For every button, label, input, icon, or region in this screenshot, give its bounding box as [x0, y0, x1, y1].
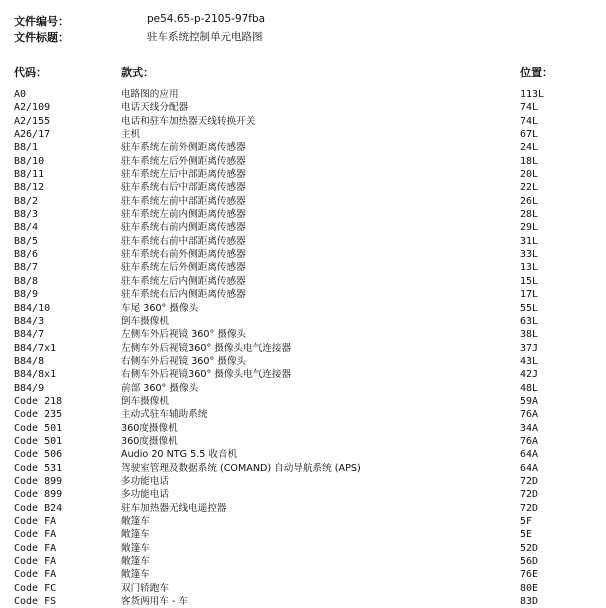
table-row [0, 355, 606, 368]
row-description: 驻车系统左前内侧距离传感器 [121, 209, 246, 221]
row-position: 63L [520, 315, 539, 327]
row-description: 电话天线分配器 [121, 102, 189, 114]
table-row [0, 88, 606, 101]
table-row [0, 275, 606, 288]
row-position: 48L [520, 382, 539, 394]
column-header-code: 代码： [14, 66, 47, 79]
table-row [0, 542, 606, 555]
row-code: Code FS [14, 596, 57, 608]
row-code: B8/6 [14, 249, 39, 261]
row-description: 360度摄像机 [121, 422, 178, 434]
row-code: B8/3 [14, 209, 39, 221]
row-description: 右侧车外后视镜 360° 摄像头 [121, 355, 247, 367]
row-position: 31L [520, 235, 539, 247]
row-code: A26/17 [14, 129, 51, 141]
table-row [0, 221, 606, 234]
row-description: 敞篷车 [121, 556, 150, 568]
row-code: B8/2 [14, 195, 39, 207]
row-code: Code 899 [14, 475, 63, 487]
row-description: 驻车系统右后中部距离传感器 [121, 182, 246, 194]
table-row [0, 195, 606, 208]
row-code: Code FC [14, 582, 57, 594]
row-description: 360度摄像机 [121, 435, 178, 447]
row-code: B84/8 [14, 355, 45, 367]
row-code: B84/9 [14, 382, 45, 394]
row-code: Code FA [14, 542, 57, 554]
table-row [0, 448, 606, 461]
row-position: 5F [520, 516, 533, 527]
column-header-desc: 款式： [121, 66, 154, 79]
row-position: 17L [520, 289, 539, 301]
table-row [0, 288, 606, 301]
table-row [0, 435, 606, 448]
row-position: 34A [520, 422, 539, 434]
row-position: 55L [520, 302, 539, 314]
doc-title-value: 驻车系统控制单元电路图 [147, 31, 263, 43]
row-position: 64A [520, 449, 539, 461]
row-code: Code 506 [14, 449, 63, 461]
table-row [0, 101, 606, 114]
row-code: Code B24 [14, 502, 63, 514]
row-code: Code 501 [14, 435, 63, 447]
row-description: 敞篷车 [121, 516, 150, 527]
table-row [0, 235, 606, 248]
row-position: 38L [520, 329, 539, 341]
row-position: 52D [520, 542, 539, 554]
row-description: 右侧车外后视镜360° 摄像头电气连接器 [121, 369, 292, 381]
row-code: Code FA [14, 556, 57, 568]
row-position: 83D [520, 596, 539, 608]
row-position: 76A [520, 409, 539, 421]
row-code: B84/7 [14, 329, 45, 341]
row-position: 33L [520, 249, 539, 261]
row-description: 驻车系统左后外侧距离传感器 [121, 262, 246, 274]
table-row [0, 141, 606, 154]
row-description: 倒车摄像机 [121, 315, 169, 327]
table-row [0, 315, 606, 328]
row-position: 13L [520, 262, 539, 274]
row-position: 24L [520, 142, 539, 154]
table-row [0, 582, 606, 595]
row-position: 72D [520, 475, 539, 487]
table-row [0, 488, 606, 501]
table-row [0, 502, 606, 515]
row-position: 67L [520, 129, 539, 141]
row-description: 倒车摄像机 [121, 395, 169, 407]
row-description: 前部 360° 摄像头 [121, 382, 199, 394]
row-position: 80E [520, 582, 539, 594]
row-description: 驻车系统左后外侧距离传感器 [121, 155, 246, 167]
row-position: 22L [520, 182, 539, 194]
row-description: 左侧车外后视镜 360° 摄像头 [121, 329, 247, 341]
row-position: 72D [520, 502, 539, 514]
row-description: 驻车系统左后中部距离传感器 [121, 169, 246, 181]
row-code: A2/155 [14, 115, 51, 127]
row-code: B8/12 [14, 182, 45, 194]
doc-number-label: 文件编号： [14, 15, 69, 28]
table-row [0, 528, 606, 541]
row-description: 驻车系统左前中部距离传感器 [121, 195, 246, 207]
row-position: 59A [520, 395, 539, 407]
row-description: 敞篷车 [121, 542, 150, 554]
row-code: A2/109 [14, 102, 51, 114]
row-description: 驾驶室管理及数据系统 (COMAND) 自动导航系统 (APS) [121, 462, 361, 474]
row-description: 电路图的应用 [121, 89, 179, 100]
row-description: 敞篷车 [121, 569, 150, 581]
row-code: B8/1 [14, 142, 39, 154]
row-code: Code 218 [14, 395, 63, 407]
table-row [0, 302, 606, 315]
table-row [0, 462, 606, 475]
row-description: 驻车加热器无线电遥控器 [121, 502, 227, 514]
table-row [0, 408, 606, 421]
table-row [0, 208, 606, 221]
row-position: 15L [520, 275, 539, 287]
table-row [0, 328, 606, 341]
table-row [0, 568, 606, 581]
row-code: B8/11 [14, 169, 45, 181]
doc-number-value: pe54.65-p-2105-97fba [147, 13, 266, 25]
row-description: 驻车系统右前内侧距离传感器 [121, 222, 246, 234]
row-position: 20L [520, 169, 539, 181]
row-code: B84/3 [14, 315, 45, 327]
row-position: 72D [520, 489, 539, 501]
row-position: 64A [520, 462, 539, 474]
row-code: B8/10 [14, 155, 45, 167]
table-row [0, 115, 606, 128]
row-position: 18L [520, 155, 539, 167]
table-row [0, 475, 606, 488]
row-position: 113L [520, 89, 545, 100]
row-position: 74L [520, 102, 539, 114]
row-position: 74L [520, 115, 539, 127]
table-row [0, 181, 606, 194]
row-code: B84/8x1 [14, 369, 57, 381]
row-code: B84/7x1 [14, 342, 57, 354]
row-description: Audio 20 NTG 5.5 收音机 [121, 449, 238, 461]
row-description: 驻车系统右前中部距离传感器 [121, 235, 246, 247]
table-row [0, 368, 606, 381]
row-code: Code FA [14, 516, 57, 527]
row-position: 26L [520, 195, 539, 207]
row-code: B8/5 [14, 235, 39, 247]
row-description: 多功能电话 [121, 475, 169, 487]
row-position: 56D [520, 556, 539, 568]
row-description: 驻车系统左前外侧距离传感器 [121, 142, 246, 154]
row-position: 37J [520, 342, 539, 354]
row-position: 76A [520, 435, 539, 447]
row-description: 敞篷车 [121, 529, 150, 541]
table-row [0, 128, 606, 141]
table-row [0, 422, 606, 435]
row-code: Code 899 [14, 489, 63, 501]
row-description: 驻车系统右前外侧距离传感器 [121, 249, 246, 261]
row-description: 驻车系统左后内侧距离传感器 [121, 275, 246, 287]
table-row [0, 382, 606, 395]
row-description: 主动式驻车辅助系统 [121, 409, 208, 421]
row-code: B84/10 [14, 302, 51, 314]
table-row [0, 395, 606, 408]
row-code: Code FA [14, 529, 57, 541]
row-code: B8/7 [14, 262, 39, 274]
row-position: 76E [520, 569, 539, 581]
row-description: 多功能电话 [121, 489, 169, 501]
row-code: B8/4 [14, 222, 39, 234]
table-row [0, 168, 606, 181]
row-description: 客货两用车 - 车 [121, 596, 189, 608]
row-description: 车尾 360° 摄像头 [121, 302, 199, 314]
row-position: 5E [520, 529, 533, 541]
component-table [0, 88, 606, 608]
row-position: 43L [520, 355, 539, 367]
row-position: 28L [520, 209, 539, 221]
row-code: Code FA [14, 569, 57, 581]
row-description: 双门轿跑车 [121, 582, 169, 594]
row-position: 42J [520, 369, 539, 381]
table-row [0, 342, 606, 355]
row-position: 29L [520, 222, 539, 234]
table-row [0, 155, 606, 168]
row-description: 主机 [121, 129, 141, 141]
table-row [0, 261, 606, 274]
row-code: Code 235 [14, 409, 63, 421]
table-row [0, 515, 606, 528]
row-code: B8/8 [14, 275, 39, 287]
row-code: Code 531 [14, 462, 63, 474]
row-description: 电话和驻车加热器天线转换开关 [121, 115, 256, 127]
row-code: A0 [14, 89, 27, 100]
table-row [0, 248, 606, 261]
row-code: Code 501 [14, 422, 63, 434]
doc-title-label: 文件标题： [14, 31, 69, 44]
row-description: 左侧车外后视镜360° 摄像头电气连接器 [121, 342, 292, 354]
row-code: B8/9 [14, 289, 39, 301]
column-header-pos: 位置： [520, 66, 553, 79]
row-description: 驻车系统右后内侧距离传感器 [121, 289, 246, 301]
table-row [0, 555, 606, 568]
